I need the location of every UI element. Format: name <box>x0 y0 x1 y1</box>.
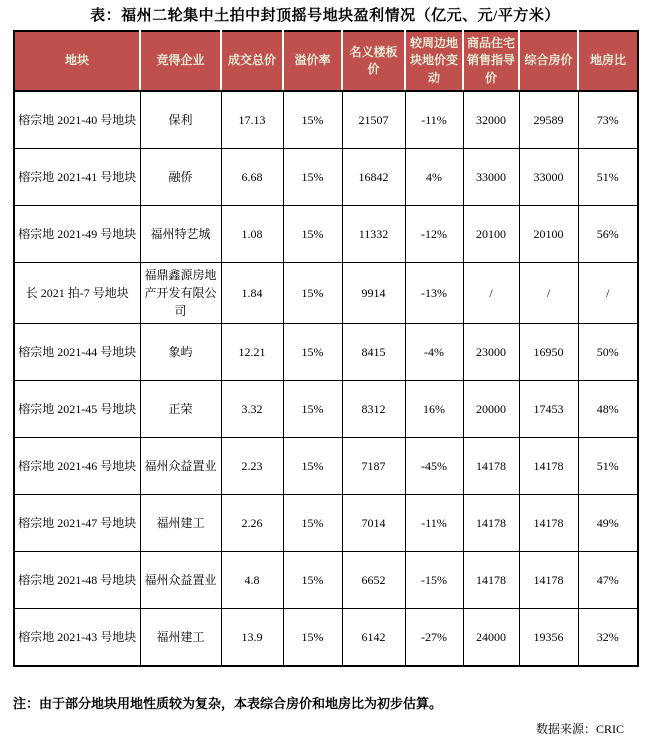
header-cell: 商品住宅销售指导价 <box>463 31 519 91</box>
table-cell: 16% <box>405 381 463 438</box>
table-cell: 1.84 <box>221 263 283 324</box>
table-cell: 7014 <box>342 495 405 552</box>
table-cell: 6652 <box>342 552 405 609</box>
header-cell: 地块 <box>14 31 140 91</box>
document-page <box>0 4 650 737</box>
table-cell: 14178 <box>519 552 578 609</box>
table-cell: / <box>578 263 638 324</box>
table-cell: 15% <box>283 495 342 552</box>
table-cell: 榕宗地 2021-44 号地块 <box>14 324 140 381</box>
table-cell: 15% <box>283 149 342 206</box>
table-cell: 14178 <box>463 495 519 552</box>
table-container <box>13 30 637 667</box>
table-cell: 15% <box>283 381 342 438</box>
table-header-row <box>14 31 638 91</box>
table-cell: 13.9 <box>221 609 283 667</box>
table-cell: 20000 <box>463 381 519 438</box>
table-cell: 15% <box>283 91 342 149</box>
table-cell: 33000 <box>519 149 578 206</box>
table-cell: 15% <box>283 552 342 609</box>
table-cell: 51% <box>578 438 638 495</box>
table-cell: 16950 <box>519 324 578 381</box>
table-cell: 15% <box>283 324 342 381</box>
table-cell: 29589 <box>519 91 578 149</box>
table-cell: 福州建工 <box>140 609 221 667</box>
table-row <box>14 324 638 381</box>
table-cell: 正荣 <box>140 381 221 438</box>
table-cell: 21507 <box>342 91 405 149</box>
table-cell: 榕宗地 2021-43 号地块 <box>14 609 140 667</box>
table-cell: 33000 <box>463 149 519 206</box>
table-cell: 73% <box>578 91 638 149</box>
table-cell: 14178 <box>463 438 519 495</box>
table-row <box>14 609 638 667</box>
table-cell: 9914 <box>342 263 405 324</box>
table-cell: 7187 <box>342 438 405 495</box>
table-cell: 榕宗地 2021-40 号地块 <box>14 91 140 149</box>
data-source: 数据来源：CRIC <box>535 722 624 737</box>
table-cell: 56% <box>578 206 638 263</box>
table-row <box>14 91 638 149</box>
header-cell: 较周边地块地价变动 <box>405 31 463 91</box>
table-row <box>14 263 638 324</box>
table-cell: -11% <box>405 91 463 149</box>
table-cell: 14178 <box>519 438 578 495</box>
table-cell: 15% <box>283 206 342 263</box>
land-profit-table <box>13 30 639 667</box>
table-cell: 17.13 <box>221 91 283 149</box>
table-cell: 2.26 <box>221 495 283 552</box>
table-cell: 20100 <box>519 206 578 263</box>
table-cell: -12% <box>405 206 463 263</box>
table-cell: -4% <box>405 324 463 381</box>
table-cell: 19356 <box>519 609 578 667</box>
table-cell: / <box>519 263 578 324</box>
table-cell: 福州众益置业 <box>140 438 221 495</box>
table-cell: 15% <box>283 609 342 667</box>
table-cell: 6.68 <box>221 149 283 206</box>
table-cell: 福州特艺城 <box>140 206 221 263</box>
table-cell: 14178 <box>519 495 578 552</box>
table-cell: 32% <box>578 609 638 667</box>
table-cell: 8415 <box>342 324 405 381</box>
table-cell: -45% <box>405 438 463 495</box>
footnote-text: 注：由于部分地块用地性质较为复杂，本表综合房价和地房比为初步估算。 <box>13 696 443 712</box>
table-cell: 长 2021 拍-7 号地块 <box>14 263 140 324</box>
table-cell: 6142 <box>342 609 405 667</box>
table-cell: 福州众益置业 <box>140 552 221 609</box>
table-cell: 20100 <box>463 206 519 263</box>
table-cell: 23000 <box>463 324 519 381</box>
table-cell: 2.23 <box>221 438 283 495</box>
table-cell: 4.8 <box>221 552 283 609</box>
table-cell: 榕宗地 2021-49 号地块 <box>14 206 140 263</box>
table-cell: 保利 <box>140 91 221 149</box>
table-cell: 15% <box>283 263 342 324</box>
table-cell: 51% <box>578 149 638 206</box>
table-cell: 榕宗地 2021-41 号地块 <box>14 149 140 206</box>
table-row <box>14 381 638 438</box>
table-cell: 48% <box>578 381 638 438</box>
table-cell: 3.32 <box>221 381 283 438</box>
table-cell: 24000 <box>463 609 519 667</box>
table-cell: 榕宗地 2021-47 号地块 <box>14 495 140 552</box>
table-cell: 47% <box>578 552 638 609</box>
table-cell: 14178 <box>463 552 519 609</box>
header-cell: 竞得企业 <box>140 31 221 91</box>
table-row <box>14 495 638 552</box>
table-cell: 12.21 <box>221 324 283 381</box>
header-cell: 名义楼板价 <box>342 31 405 91</box>
table-cell: 8312 <box>342 381 405 438</box>
table-cell: 17453 <box>519 381 578 438</box>
table-cell: 11332 <box>342 206 405 263</box>
table-cell: -27% <box>405 609 463 667</box>
table-cell: 50% <box>578 324 638 381</box>
header-cell: 溢价率 <box>283 31 342 91</box>
table-cell: 1.08 <box>221 206 283 263</box>
table-cell: 榕宗地 2021-45 号地块 <box>14 381 140 438</box>
table-cell: 象屿 <box>140 324 221 381</box>
table-cell: 融侨 <box>140 149 221 206</box>
table-cell: 榕宗地 2021-48 号地块 <box>14 552 140 609</box>
table-row <box>14 438 638 495</box>
table-cell: 榕宗地 2021-46 号地块 <box>14 438 140 495</box>
table-cell: -13% <box>405 263 463 324</box>
table-cell: 福州建工 <box>140 495 221 552</box>
table-cell: 49% <box>578 495 638 552</box>
table-cell: -15% <box>405 552 463 609</box>
table-cell: 16842 <box>342 149 405 206</box>
table-cell: / <box>463 263 519 324</box>
table-title: 表：福州二轮集中土拍中封顶摇号地块盈利情况（亿元、元/平方米） <box>90 8 560 24</box>
header-cell: 成交总价 <box>221 31 283 91</box>
table-cell: 32000 <box>463 91 519 149</box>
table-row <box>14 552 638 609</box>
table-cell: 福鼎鑫源房地产开发有限公司 <box>140 263 221 324</box>
table-row <box>14 149 638 206</box>
table-row <box>14 206 638 263</box>
table-cell: 4% <box>405 149 463 206</box>
header-cell: 地房比 <box>578 31 638 91</box>
table-cell: 15% <box>283 438 342 495</box>
table-cell: -11% <box>405 495 463 552</box>
header-cell: 综合房价 <box>519 31 578 91</box>
